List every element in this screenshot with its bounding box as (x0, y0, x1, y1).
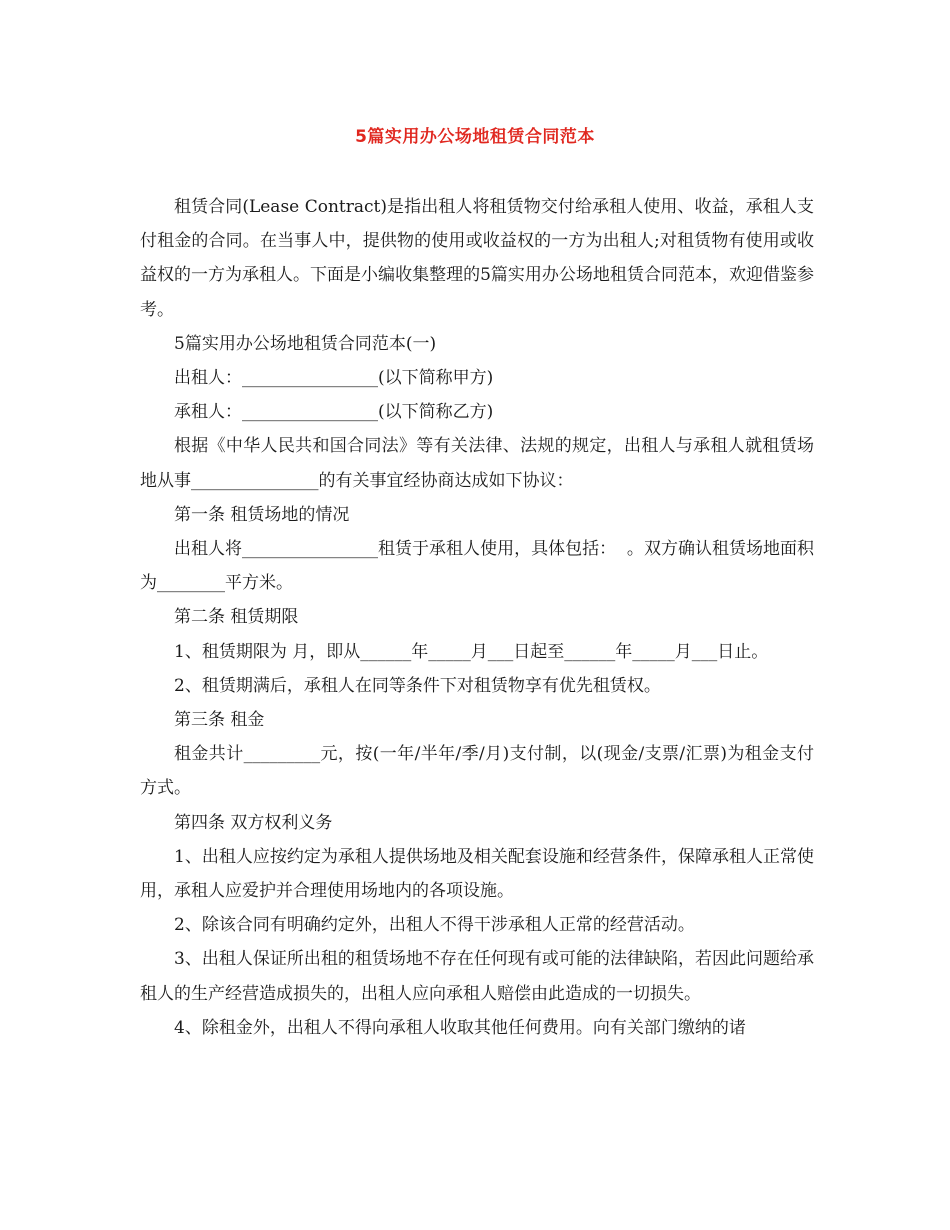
article-2-heading: 第二条 租赁期限 (174, 607, 299, 628)
paragraph-section-heading: 5篇实用办公场地租赁合同范本(一) (174, 333, 437, 354)
article-2-item-2: 2、租赁期满后，承租人在同等条件下对租赁物享有优先租赁权。 (174, 675, 661, 696)
document-body (140, 190, 814, 1045)
article-1-text: 出租人将________________租赁于承租人使用，具体包括： 。双方确认租赁场地面积为________平方米。 (140, 539, 814, 594)
document-title: 5篇实用办公场地租赁合同范本 (355, 127, 595, 147)
paragraph-lessee: 承租人：________________(以下简称乙方) (174, 402, 494, 423)
paragraph-preamble: 根据《中华人民共和国合同法》等有关法律、法规的规定，出租人与承租人就租赁场地从事_______________的有关事宜经协商达成如下协议： (140, 436, 814, 491)
article-4-item-1: 1、出租人应按约定为承租人提供场地及相关配套设施和经营条件，保障承租人正常使用，承租人应爱护并合理使用场地内的各项设施。 (140, 846, 814, 902)
article-4-item-4: 4、除租金外，出租人不得向承租人收取其他任何费用。向有关部门缴纳的诸 (174, 1017, 746, 1038)
paragraph-lessor: 出租人：________________(以下简称甲方) (174, 368, 494, 389)
article-4-item-3: 3、出租人保证所出租的租赁场地不存在任何现有或可能的法律缺陷，若因此问题给承租人的生产经营造成损失的，出租人应向承租人赔偿由此造成的一切损失。 (140, 949, 814, 1004)
article-4-heading: 第四条 双方权利义务 (174, 812, 333, 833)
article-4-item-2: 2、除该合同有明确约定外，出租人不得干涉承租人正常的经营活动。 (174, 915, 695, 936)
article-3-heading: 第三条 租金 (174, 710, 265, 731)
article-1-heading: 第一条 租赁场地的情况 (174, 504, 350, 525)
article-3-text: 租金共计_________元，按(一年/半年/季/月)支付制，以(现金/支票/汇票)为租金支付方式。 (140, 744, 814, 799)
paragraph-intro: 租赁合同(Lease Contract)是指出租人将租赁物交付给承租人使用、收益，承租人支付租金的合同。在当事人中，提供物的使用或收益权的一方为出租人;对租赁物有使用或收益权的一方为承租人。下面是小编收集整理的5篇实用办公场地租赁合同范本，欢迎借鉴参考。 (140, 197, 814, 320)
article-2-item-1: 1、租赁期限为 月，即从______年_____月___日起至______年_____月___日止。 (174, 641, 769, 662)
